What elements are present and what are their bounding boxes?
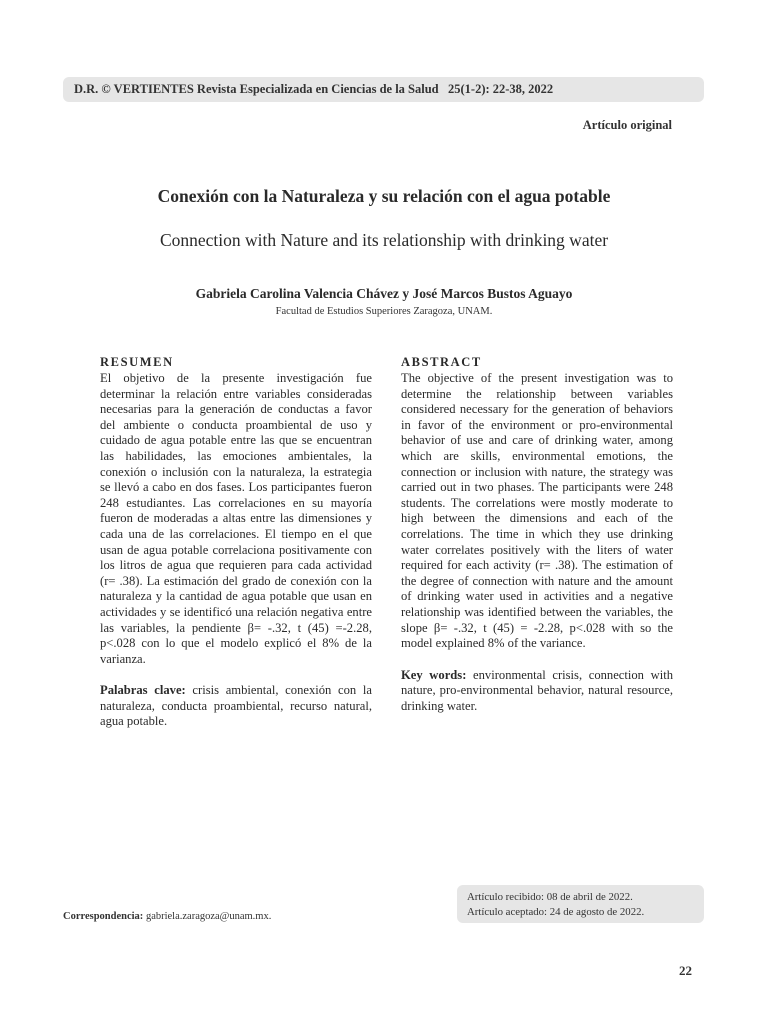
resumen-heading: RESUMEN xyxy=(100,355,174,369)
accepted-date: Artículo aceptado: 24 de agosto de 2022. xyxy=(467,906,645,918)
journal-citation: D.R. © VERTIENTES Revista Especializada en Ciencias de la Salud 25(1-2): 22-38, 2022 xyxy=(74,82,554,96)
correspondence-email: gabriela.zaragoza@unam.mx. xyxy=(145,911,272,922)
received-date: Artículo recibido: 08 de abril de 2022. xyxy=(467,891,633,903)
title-english: Connection with Nature and its relationship with drinking water xyxy=(159,230,609,250)
title-spanish: Conexión con la Naturaleza y su relación con el agua potable xyxy=(157,186,611,206)
article-type-label: Artículo original xyxy=(582,118,672,132)
abstract-keywords-text: environmental crisis, connection with nature, pro-environmental behavior, natural resource, drinking water. xyxy=(401,667,673,713)
resumen-keywords xyxy=(100,683,372,730)
resumen-keywords-label: Palabras clave: xyxy=(100,683,186,698)
article-dates-box xyxy=(457,885,704,923)
abstract-column xyxy=(401,355,673,714)
resumen-column xyxy=(100,355,372,730)
abstract-heading: ABSTRACT xyxy=(401,355,482,369)
page-number: 22 xyxy=(679,963,692,978)
abstract-keywords xyxy=(401,668,673,715)
resumen-body: El objetivo de la presente investigación fue determinar la relación entre variables consideradas necesarias para la generación de conductas a favor del ambiente o conducta proambiental de uso y cuidado de agua potable entre las que se encuentran las habilidades, las emociones ambientales, la conexión o inclusión con la naturaleza, la estrategia se llevó a cabo en dos fases. Los participantes fueron 248 estudiantes. Las correlaciones en su mayoría fueron de moderadas a altas entre las dimensiones y cada una de las correlaciones. El tiempo en el que usan de agua potable correlaciona positivamente con los litros de agua que requieren para cada actividad (r= .38). La estimación del grado de conexión con la naturaleza y la cantidad de agua potable que usan en actividades y se identificó una relación negativa entre las variables, la pendiente β= -.32, t (45) =-2.28, p<.028 con lo que el modelo explicó el 8% de la varianza. xyxy=(100,371,372,666)
authors: Gabriela Carolina Valencia Chávez y José Marcos Bustos Aguayo xyxy=(195,286,573,301)
abstract-keywords-label: Key words: xyxy=(401,667,467,682)
affiliation: Facultad de Estudios Superiores Zaragoza, UNAM. xyxy=(275,306,493,317)
resumen-keywords-text: crisis ambiental, conexión con la naturaleza, conducta proambiental, recurso natural, agua potable. xyxy=(100,683,372,729)
abstract-body: The objective of the present investigation was to determine the relationship between variables considered necessary for the generation of behaviors in favor of the environment or pro-environmental behavior of use and care of drinking water, among which are skills, environmental emotions, the connection or inclusion with nature, the strategy was carried out in two phases. The participants were 248 students. The correlations were mostly moderate to high between the dimensions and each of the correlations. The time in which they use drinking water correlates positively with the liters of water required for each activity (r= .38). The estimation of the degree of connection with nature and the amount of drinking water used in activities and a negative relationship was identified between the variables, the slope β= -.32, t (45) = -2.28, p<.028 with so the model explained 8% of the variance. xyxy=(401,371,673,651)
journal-header-bar xyxy=(63,77,704,102)
correspondence xyxy=(63,911,271,922)
correspondence-label: Correspondencia: xyxy=(63,911,144,922)
